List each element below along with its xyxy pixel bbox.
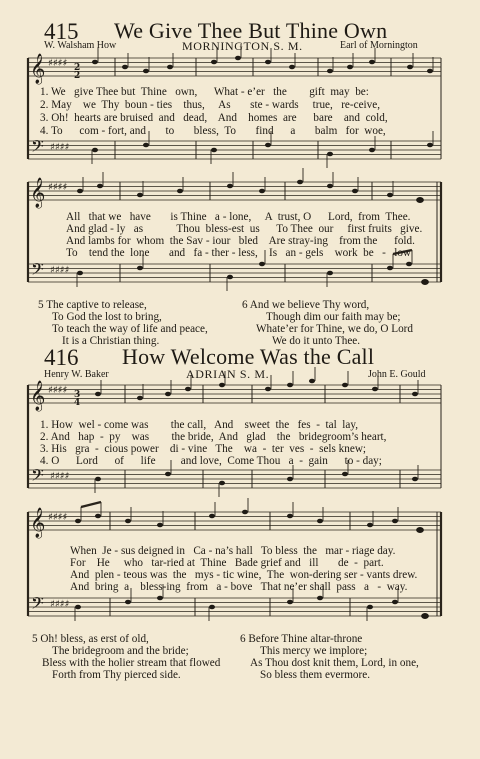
lyric-line: 2. May we Thy boun - ties thus, As ste - wards true, re-ceive, [40, 99, 381, 111]
lyric-line: 3. His gra - cious power di - vine The wa - ter ves - sels knew; [40, 443, 367, 455]
svg-text:4: 4 [74, 398, 81, 408]
stanza-line: It is a Christian thing. [62, 335, 160, 347]
stanza-line: This mercy we implore; [260, 645, 368, 657]
stanza-line: To teach the way of life and peace, [52, 323, 208, 335]
svg-text:2: 2 [74, 63, 81, 73]
svg-text:𝄞: 𝄞 [30, 381, 46, 411]
svg-text:♯♯♯♯: ♯♯♯♯ [48, 385, 68, 396]
svg-text:♯♯♯♯: ♯♯♯♯ [50, 265, 70, 276]
lyric-line: To tend the lone and fa - ther - less, Is an - gels work be - low [66, 247, 412, 259]
hymn-title: We Give Thee But Thine Own [114, 18, 388, 43]
lyric-line: And plen - teous was the mys - tic wine, The won-dering ser - vants drew. [70, 569, 418, 581]
svg-text:♯♯♯♯: ♯♯♯♯ [50, 599, 70, 610]
svg-text:♯♯♯♯: ♯♯♯♯ [50, 471, 70, 482]
hymn-number: 416 [44, 345, 79, 370]
lyric-line: 1. How wel - come was the call, And sweet the fes - tal lay, [40, 419, 359, 431]
lyric-line: 4. O Lord of life and love, Come Thou a - gain to - day; [40, 455, 382, 467]
lyric-line: For He who tar-ried at Thine Bade grief and ill de - part. [70, 557, 384, 569]
svg-text:♯♯♯♯: ♯♯♯♯ [48, 512, 68, 523]
stanza-line: Though dim our faith may be; [266, 311, 401, 323]
svg-text:3: 3 [74, 390, 81, 400]
stanza-line: 6 Before Thine altar-throne [240, 633, 363, 645]
hymn-composer: John E. Gould [368, 369, 426, 380]
lyric-line: And bring a bless-ing from a - bove That ne’er shall pass a - way. [70, 581, 408, 593]
stanza-line: The bridegroom and the bride; [52, 645, 189, 657]
svg-text:𝄢: 𝄢 [31, 136, 44, 160]
hymn-tune: MORNINGTON S. M. [182, 39, 303, 53]
stanza-line: Bless with the holier stream that flowed [42, 657, 221, 669]
hymn-title: How Welcome Was the Call [122, 344, 375, 369]
svg-text:♯♯♯♯: ♯♯♯♯ [48, 58, 68, 69]
lyric-line: 1. We give Thee but Thine own, What - e’er the gift may be: [40, 86, 369, 98]
hymn-author: Henry W. Baker [44, 369, 109, 380]
hymn-number: 415 [44, 19, 79, 44]
svg-text:𝄢: 𝄢 [31, 465, 44, 489]
svg-text:𝄞: 𝄞 [30, 54, 46, 84]
hymn-author: W. Walsham How [44, 40, 117, 51]
stanza-line: As Thou dost knit them, Lord, in one, [250, 657, 419, 669]
hymn-composer: Earl of Mornington [340, 40, 418, 51]
stanza-line: Whate’er for Thine, we do, O Lord [256, 323, 413, 335]
svg-text:♯♯♯♯: ♯♯♯♯ [50, 142, 70, 153]
lyric-line: And lambs for whom the Sav - iour bled Are stray-ing from the fold. [66, 235, 415, 247]
notes-415-1 [92, 44, 433, 73]
svg-text:𝄞: 𝄞 [30, 508, 46, 538]
stanza-line: To God the lost to bring, [52, 311, 162, 323]
lyric-line: When Je - sus deigned in Ca - na’s hall To bless the mar - riage day. [70, 545, 396, 557]
lyric-line: And glad - ly as Thou bless-est us To Thee our first fruits give. [66, 223, 423, 235]
hymn-tune: ADRIAN S. M. [186, 367, 270, 381]
stanza-line: 5 The captive to release, [38, 299, 147, 311]
stanza-line: 5 Oh! bless, as erst of old, [32, 633, 149, 645]
svg-text:♯♯♯♯: ♯♯♯♯ [48, 182, 68, 193]
svg-text:2: 2 [74, 71, 81, 81]
svg-text:𝄢: 𝄢 [31, 593, 44, 617]
svg-text:𝄢: 𝄢 [31, 259, 44, 283]
stanza-line: We do it unto Thee. [272, 335, 361, 347]
stanza-line: 6 And we believe Thy word, [242, 299, 370, 311]
lyric-line: 4. To com - fort, and to bless, To find a balm for woe, [40, 125, 386, 137]
svg-text:𝄞: 𝄞 [30, 178, 46, 208]
stanza-line: Forth from Thy pierced side. [52, 669, 181, 681]
stanza-line: So bless them evermore. [260, 669, 370, 681]
lyric-line: 2. And hap - py was the bride, And glad the bridegroom’s heart, [40, 431, 387, 443]
lyric-line: All that we have is Thine a - lone, A trust, O Lord, from Thee. [66, 211, 411, 223]
lyric-line: 3. Oh! hearts are bruised and dead, And homes are bare and cold, [40, 112, 388, 124]
